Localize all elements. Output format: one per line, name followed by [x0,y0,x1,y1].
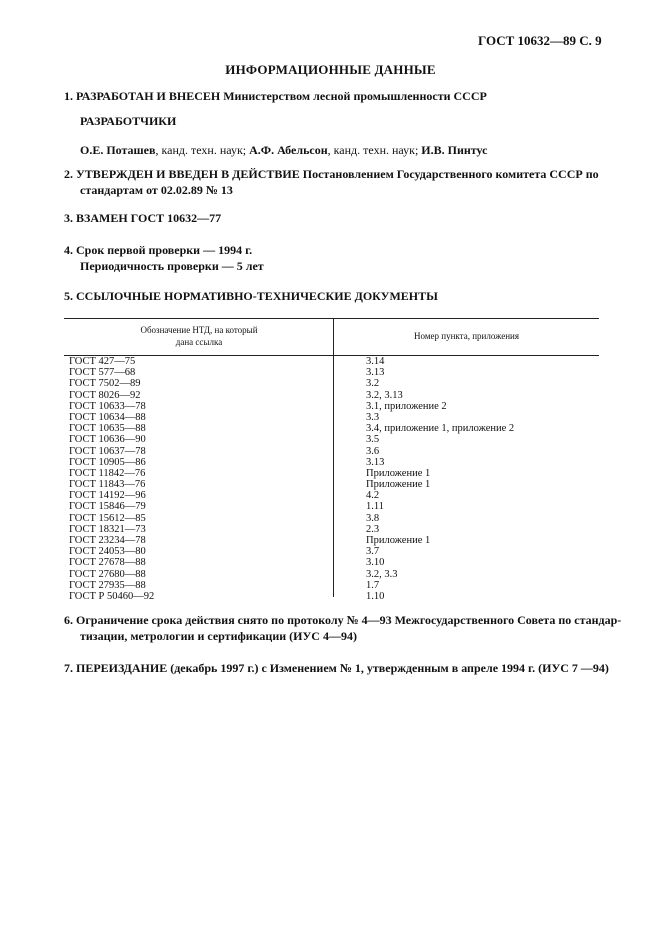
table-row [64,390,599,401]
item-7 [64,660,609,676]
table-header [64,318,599,356]
table-cell-designation: ГОСТ 18321—73 [69,523,146,535]
table-row [64,524,599,535]
item-3-number: 3. [64,211,73,225]
table-row [64,434,599,445]
developer-name-3: И.В. Пинтус [421,143,488,157]
table-cell-clause: 3.3 [366,411,380,423]
table-row [64,591,599,602]
table-cell-clause: 3.2 [366,378,380,390]
table-cell-clause: 3.7 [366,546,380,558]
table-row [64,546,599,557]
table-cell-clause: 1.7 [366,579,380,591]
developers-list [80,143,488,158]
table-row [64,378,599,389]
table-row [64,569,599,580]
table-header-designation-line1: Обозначение НТД, на который [140,325,258,335]
table-row [64,557,599,568]
table-cell-clause: 2.3 [366,523,380,535]
table-cell-clause: 4.2 [366,490,380,502]
developer-degree-2: , канд. техн. наук; [327,143,422,157]
table-cell-clause: 3.1, приложение 2 [366,400,447,412]
table-cell-clause: 3.13 [366,456,385,468]
item-4-line2: Периодичность проверки — 5 лет [80,259,264,273]
table-cell-clause: 3.14 [366,356,385,367]
table-cell-designation: ГОСТ Р 50460—92 [69,590,155,602]
table-cell-clause: 3.13 [366,367,385,379]
table-cell-designation: ГОСТ 10636—90 [69,434,146,446]
item-2 [64,166,599,198]
developer-degree-1: , канд. техн. наук; [155,143,250,157]
table-cell-designation: ГОСТ 10633—78 [69,400,146,412]
item-2-caps: УТВЕРЖДЕН И ВВЕДЕН В ДЕЙСТВИЕ [76,167,300,181]
table-row [64,457,599,468]
item-4-line1: Срок первой проверки — 1994 г. [76,243,253,257]
table-row [64,535,599,546]
table-cell-designation: ГОСТ 10634—88 [69,411,146,423]
item-6-number: 6. [64,613,73,627]
item-5 [64,288,438,304]
table-cell-clause: 3.4, приложение 1, приложение 2 [366,423,515,435]
table-row [64,401,599,412]
item-6-line2: тизации, метрологии и сертификации (ИУС 4—94) [80,629,357,643]
table-cell-designation: ГОСТ 15612—85 [69,512,146,524]
page-title: ИНФОРМАЦИОННЫЕ ДАННЫЕ [225,62,436,77]
item-4-number: 4. [64,243,73,257]
item-7-number: 7. [64,661,73,675]
table-row [64,423,599,434]
table-row [64,356,599,367]
table-cell-clause: 1.11 [366,501,384,513]
table-cell-clause: 3.8 [366,512,380,524]
table-cell-designation: ГОСТ 14192—96 [69,490,146,502]
item-1 [64,89,487,104]
table-cell-clause: 3.2, 3.3 [366,568,398,580]
item-1-rest: Министерством лесной промышленности СССР [220,89,487,103]
table-cell-designation: ГОСТ 11842—76 [69,467,146,479]
table-row [64,468,599,479]
table-cell-designation: ГОСТ 10905—86 [69,456,146,468]
document-reference: ГОСТ 10632—89 С. 9 [478,33,602,48]
table-cell-clause: 3.5 [366,434,380,446]
table-cell-clause: 3.10 [366,557,385,569]
item-4 [64,242,264,274]
table-row [64,367,599,378]
table-cell-designation: ГОСТ 11843—76 [69,479,146,491]
table-row [64,490,599,501]
table-cell-clause: 3.6 [366,445,380,457]
developer-name-2: А.Ф. Абельсон [249,143,328,157]
table-cell-clause: 3.2, 3.13 [366,389,403,401]
table-row [64,446,599,457]
item-6-line1: Ограничение срока действия снято по протоколу № 4—93 Межгосударственного Совета по стандар- [76,613,622,627]
table-body [64,356,599,602]
item-3 [64,210,221,226]
references-table [64,318,599,602]
table-cell-designation: ГОСТ 27680—88 [69,568,146,580]
item-2-line2: стандартам от 02.02.89 № 13 [80,183,233,197]
table-header-clause: Номер пункта, приложения [414,331,519,341]
item-1-number: 1. [64,89,73,103]
table-cell-clause: Приложение 1 [366,479,431,491]
table-cell-designation: ГОСТ 27935—88 [69,579,146,591]
table-cell-designation: ГОСТ 7502—89 [69,378,141,390]
table-cell-designation: ГОСТ 427—75 [69,356,136,367]
item-7-text: ПЕРЕИЗДАНИЕ (декабрь 1997 г.) с Изменением № 1, утвержденным в апреле 1994 г. (ИУС 7 —94) [76,661,609,675]
item-2-number: 2. [64,167,73,181]
table-row [64,513,599,524]
developer-name-1: О.Е. Поташев [80,143,156,157]
table-row [64,412,599,423]
table-header-designation [64,324,334,348]
item-5-text: ССЫЛОЧНЫЕ НОРМАТИВНО-ТЕХНИЧЕСКИЕ ДОКУМЕНТЫ [76,289,438,303]
table-row [64,580,599,591]
table-cell-designation: ГОСТ 10637—78 [69,445,146,457]
table-cell-designation: ГОСТ 23234—78 [69,535,146,546]
table-header-designation-line2: дана ссылка [175,337,223,347]
item-3-text: ВЗАМЕН ГОСТ 10632—77 [76,211,222,225]
table-cell-clause: Приложение 1 [366,535,431,546]
table-cell-designation: ГОСТ 27678—88 [69,557,146,569]
table-cell-designation: ГОСТ 15846—79 [69,501,146,513]
developers-title: РАЗРАБОТЧИКИ [80,114,177,128]
item-6 [64,612,621,644]
item-5-number: 5. [64,289,73,303]
table-cell-designation: ГОСТ 8026—92 [69,389,141,401]
item-2-rest: Постановлением Государственного комитета СССР по [299,167,599,181]
table-cell-designation: ГОСТ 24053—80 [69,546,146,558]
table-row [64,501,599,512]
table-cell-clause: 1.10 [366,590,385,602]
table-cell-designation: ГОСТ 10635—88 [69,423,146,435]
table-cell-designation: ГОСТ 577—68 [69,367,136,379]
table-cell-clause: Приложение 1 [366,467,431,479]
item-1-caps: РАЗРАБОТАН И ВНЕСЕН [76,89,221,103]
table-row [64,479,599,490]
